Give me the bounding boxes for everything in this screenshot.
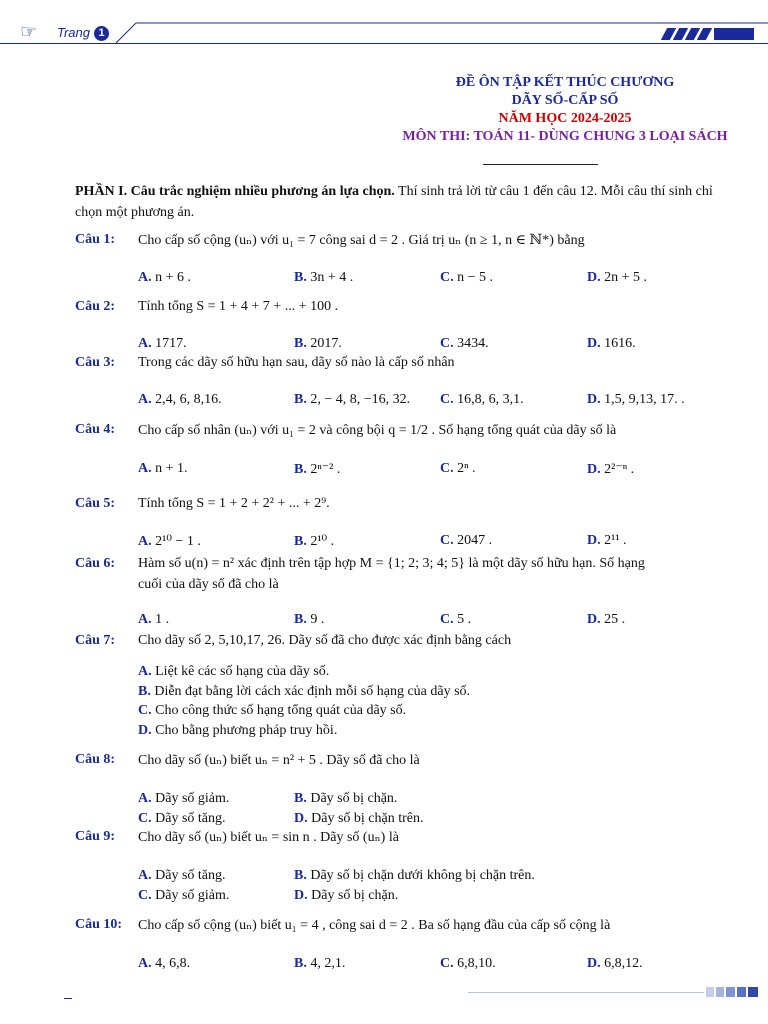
question-number: Câu 2:: [75, 299, 116, 314]
option-letter: A.: [138, 392, 152, 407]
question-number: Câu 3:: [75, 355, 116, 370]
question-text: Trong các dãy số hữu hạn sau, dãy số nào là cấp số nhân: [138, 355, 455, 370]
option-letter: A.: [138, 664, 152, 679]
answer-option-b[interactable]: [294, 533, 334, 550]
question-number: Câu 9:: [75, 829, 116, 844]
footer-square: [706, 987, 714, 997]
answer-option-a[interactable]: [138, 868, 226, 884]
option-letter: B.: [294, 534, 307, 549]
pointing-hand-icon: ☞: [20, 22, 38, 43]
answer-option-d[interactable]: [587, 956, 643, 972]
answer-option-b[interactable]: [138, 684, 470, 700]
option-letter: D.: [587, 462, 601, 477]
answer-option-c[interactable]: [440, 461, 476, 477]
question-text: Cho cấp số cộng (uₙ) với u₁ = 7 công sai d = 2 . Giá trị uₙ (n ≥ 1, n ∈ ℕ*) bằng: [138, 233, 585, 248]
option-value: 2¹⁰ − 1 .: [155, 534, 201, 549]
option-letter: C.: [440, 612, 454, 627]
option-letter: D.: [294, 887, 308, 903]
option-letter: A.: [138, 612, 152, 627]
footer-square: [748, 987, 758, 997]
answer-option-d[interactable]: [138, 723, 337, 739]
option-value: Liệt kê các số hạng của dãy số.: [155, 664, 330, 679]
answer-option-a[interactable]: [138, 392, 222, 408]
footer-square: [737, 987, 746, 997]
option-value: Dãy số bị chặn.: [310, 791, 398, 806]
option-letter: B.: [294, 462, 307, 477]
option-letter: C.: [440, 461, 454, 476]
option-letter: D.: [138, 722, 152, 738]
part1-intro: [75, 181, 720, 223]
question-number: Câu 10:: [75, 917, 123, 932]
option-letter: B.: [294, 270, 307, 285]
answer-option-a[interactable]: [138, 664, 329, 680]
option-value: Dãy số bị chặn.: [311, 887, 399, 903]
option-value: Dãy số tăng.: [155, 810, 226, 826]
option-value: 2017.: [310, 336, 342, 351]
answer-option-b[interactable]: [294, 612, 324, 628]
question-text: Tính tổng S = 1 + 2 + 2² + ... + 2⁹.: [138, 496, 330, 511]
option-value: Dãy số bị chặn dưới không bị chặn trên.: [310, 868, 535, 883]
option-value: Dãy số bị chặn trên.: [311, 810, 424, 826]
part1-instruction: Thí sinh trả lời từ câu 1 đến câu 12. Mỗi câu thí sinh chỉ chọn một phương án.: [75, 184, 713, 220]
question-text-continued: cuối của dãy số đã cho là: [138, 577, 279, 592]
question-number: Câu 4:: [75, 422, 116, 437]
title-line-1: ĐỀ ÔN TẬP KẾT THÚC CHƯƠNG: [455, 75, 675, 90]
footer-dash: [64, 998, 72, 999]
question-number: Câu 5:: [75, 496, 116, 511]
footer-rule: [468, 992, 704, 993]
question-number: Câu 1:: [75, 232, 116, 247]
option-value: 25 .: [604, 612, 626, 627]
option-value: 2ⁿ .: [457, 461, 476, 476]
option-letter: B.: [294, 956, 307, 971]
option-letter: D.: [587, 956, 601, 971]
option-letter: C.: [440, 392, 454, 407]
part1-heading: PHẦN I. Câu trắc nghiệm nhiều phương án lựa chọn.: [75, 184, 395, 199]
answer-option-d[interactable]: [587, 533, 627, 549]
option-value: Dãy số giảm.: [155, 887, 230, 903]
answer-option-a[interactable]: [138, 336, 187, 352]
option-letter: C.: [440, 336, 454, 351]
answer-option-b[interactable]: [294, 868, 535, 884]
footer-square: [726, 987, 735, 997]
title-line-4: MÔN THI: TOÁN 11- DÙNG CHUNG 3 LOẠI SÁCH: [402, 129, 728, 144]
option-value: Diễn đạt bằng lời cách xác định mỗi số hạng của dãy số.: [154, 683, 471, 699]
question-number: Câu 6:: [75, 556, 116, 571]
title-separator: [483, 164, 598, 165]
option-value: 3434.: [457, 336, 489, 351]
option-value: 16,8, 6, 3,1.: [457, 392, 524, 407]
option-letter: B.: [294, 791, 307, 806]
option-letter: C.: [138, 810, 152, 826]
question-text: Cho dãy số (uₙ) biết uₙ = n² + 5 . Dãy số đã cho là: [138, 753, 420, 768]
answer-option-b[interactable]: [294, 270, 353, 286]
option-value: 6,8,10.: [457, 956, 496, 971]
question-text: Cho dãy số 2, 5,10,17, 26. Dãy số đã cho được xác định bằng cách: [138, 633, 512, 648]
answer-option-c[interactable]: [440, 270, 493, 286]
header-stripes-decoration: [662, 28, 762, 40]
option-letter: D.: [587, 392, 601, 407]
answer-option-d[interactable]: [294, 888, 398, 904]
option-value: n − 5 .: [457, 270, 494, 285]
answer-option-a[interactable]: [138, 533, 201, 550]
footer-square: [716, 987, 724, 997]
answer-option-c[interactable]: [440, 956, 496, 972]
option-letter: A.: [138, 868, 152, 883]
option-letter: A.: [138, 270, 152, 285]
option-value: n + 6 .: [155, 270, 192, 285]
option-value: 2²⁻ⁿ .: [604, 462, 635, 477]
question-text: Cho dãy số (uₙ) biết uₙ = sin n . Dãy số (uₙ) là: [138, 830, 399, 845]
question-text: Cho cấp số nhân (uₙ) với u₁ = 2 và công bội q = 1/2 . Số hạng tổng quát của dãy số là: [138, 423, 617, 438]
answer-option-c[interactable]: [440, 336, 489, 352]
answer-option-c[interactable]: [138, 811, 226, 827]
option-value: n + 1.: [155, 461, 188, 476]
option-letter: B.: [294, 336, 307, 351]
option-letter: C.: [440, 270, 454, 285]
option-value: 1717.: [155, 336, 187, 351]
question-number: Câu 7:: [75, 633, 116, 648]
answer-option-a[interactable]: [138, 270, 191, 286]
option-value: 1,5, 9,13, 17. .: [604, 392, 685, 407]
answer-option-b[interactable]: [294, 336, 342, 352]
option-value: 2,4, 6, 8,16.: [155, 392, 222, 407]
answer-option-b[interactable]: [294, 461, 340, 478]
page-label: Trang: [57, 25, 90, 40]
answer-option-c[interactable]: [440, 612, 471, 628]
option-value: 5 .: [457, 612, 472, 627]
answer-option-c[interactable]: [440, 392, 524, 408]
option-letter: D.: [587, 612, 601, 627]
title-line-2: DÃY SỐ-CẤP SỐ: [511, 93, 619, 108]
option-value: 2n + 5 .: [604, 270, 648, 285]
question-text: Hàm số u(n) = n² xác định trên tập hợp M = {1; 2; 3; 4; 5} là một dãy số hữu hạn. Số hạng: [138, 556, 645, 571]
option-letter: B.: [294, 392, 307, 407]
option-letter: C.: [440, 533, 454, 548]
question-number: Câu 8:: [75, 752, 116, 767]
answer-option-d[interactable]: [587, 270, 647, 286]
answer-option-d[interactable]: [294, 811, 423, 827]
option-letter: C.: [440, 956, 454, 971]
option-value: 9 .: [310, 612, 325, 627]
option-value: Dãy số giảm.: [155, 791, 230, 806]
answer-option-d[interactable]: [587, 461, 634, 478]
option-letter: C.: [138, 703, 152, 718]
option-value: 2, − 4, 8, −16, 32.: [310, 392, 411, 407]
option-letter: A.: [138, 791, 152, 806]
page-number-badge: 1: [94, 26, 109, 41]
option-value: 4, 6,8.: [155, 956, 191, 971]
answer-option-a[interactable]: [138, 612, 169, 628]
option-value: 4, 2,1.: [310, 956, 346, 971]
answer-option-b[interactable]: [294, 392, 410, 408]
answer-option-d[interactable]: [587, 336, 636, 352]
answer-option-a[interactable]: [138, 956, 190, 972]
option-value: 1616.: [604, 336, 636, 351]
option-letter: A.: [138, 956, 152, 971]
answer-option-c[interactable]: [138, 703, 406, 719]
option-letter: D.: [587, 533, 601, 548]
option-letter: C.: [138, 887, 152, 903]
option-letter: B.: [138, 683, 151, 699]
option-letter: A.: [138, 336, 152, 351]
option-letter: B.: [294, 612, 307, 627]
option-value: Dãy số tăng.: [155, 868, 226, 883]
answer-option-b[interactable]: [294, 791, 397, 807]
answer-option-b[interactable]: [294, 956, 345, 972]
option-letter: A.: [138, 534, 152, 549]
question-text: Tính tổng S = 1 + 4 + 7 + ... + 100 .: [138, 299, 339, 314]
option-letter: D.: [587, 336, 601, 351]
option-letter: A.: [138, 461, 152, 476]
option-value: 1 .: [155, 612, 170, 627]
option-value: 6,8,12.: [604, 956, 643, 971]
page-header: [0, 22, 768, 48]
answer-option-a[interactable]: [138, 791, 229, 807]
option-value: 2047 .: [457, 533, 493, 548]
option-value: 2¹¹ .: [604, 533, 627, 548]
option-value: 2ⁿ⁻² .: [310, 462, 341, 477]
answer-option-c[interactable]: [440, 533, 492, 549]
option-letter: D.: [587, 270, 601, 285]
option-value: 2¹⁰ .: [310, 534, 335, 549]
question-text: Cho cấp số cộng (uₙ) biết u₁ = 4 , công sai d = 2 . Ba số hạng đầu của cấp số cộng là: [138, 918, 611, 933]
option-letter: D.: [294, 810, 308, 826]
title-line-3: NĂM HỌC 2024-2025: [498, 111, 632, 126]
answer-option-d[interactable]: [587, 612, 625, 628]
option-value: 3n + 4 .: [310, 270, 354, 285]
option-value: Cho công thức số hạng tổng quát của dãy số.: [155, 703, 407, 718]
answer-option-c[interactable]: [138, 888, 229, 904]
option-letter: B.: [294, 868, 307, 883]
answer-option-d[interactable]: [587, 392, 685, 408]
option-value: Cho bằng phương pháp truy hồi.: [155, 722, 338, 738]
answer-option-a[interactable]: [138, 461, 188, 477]
